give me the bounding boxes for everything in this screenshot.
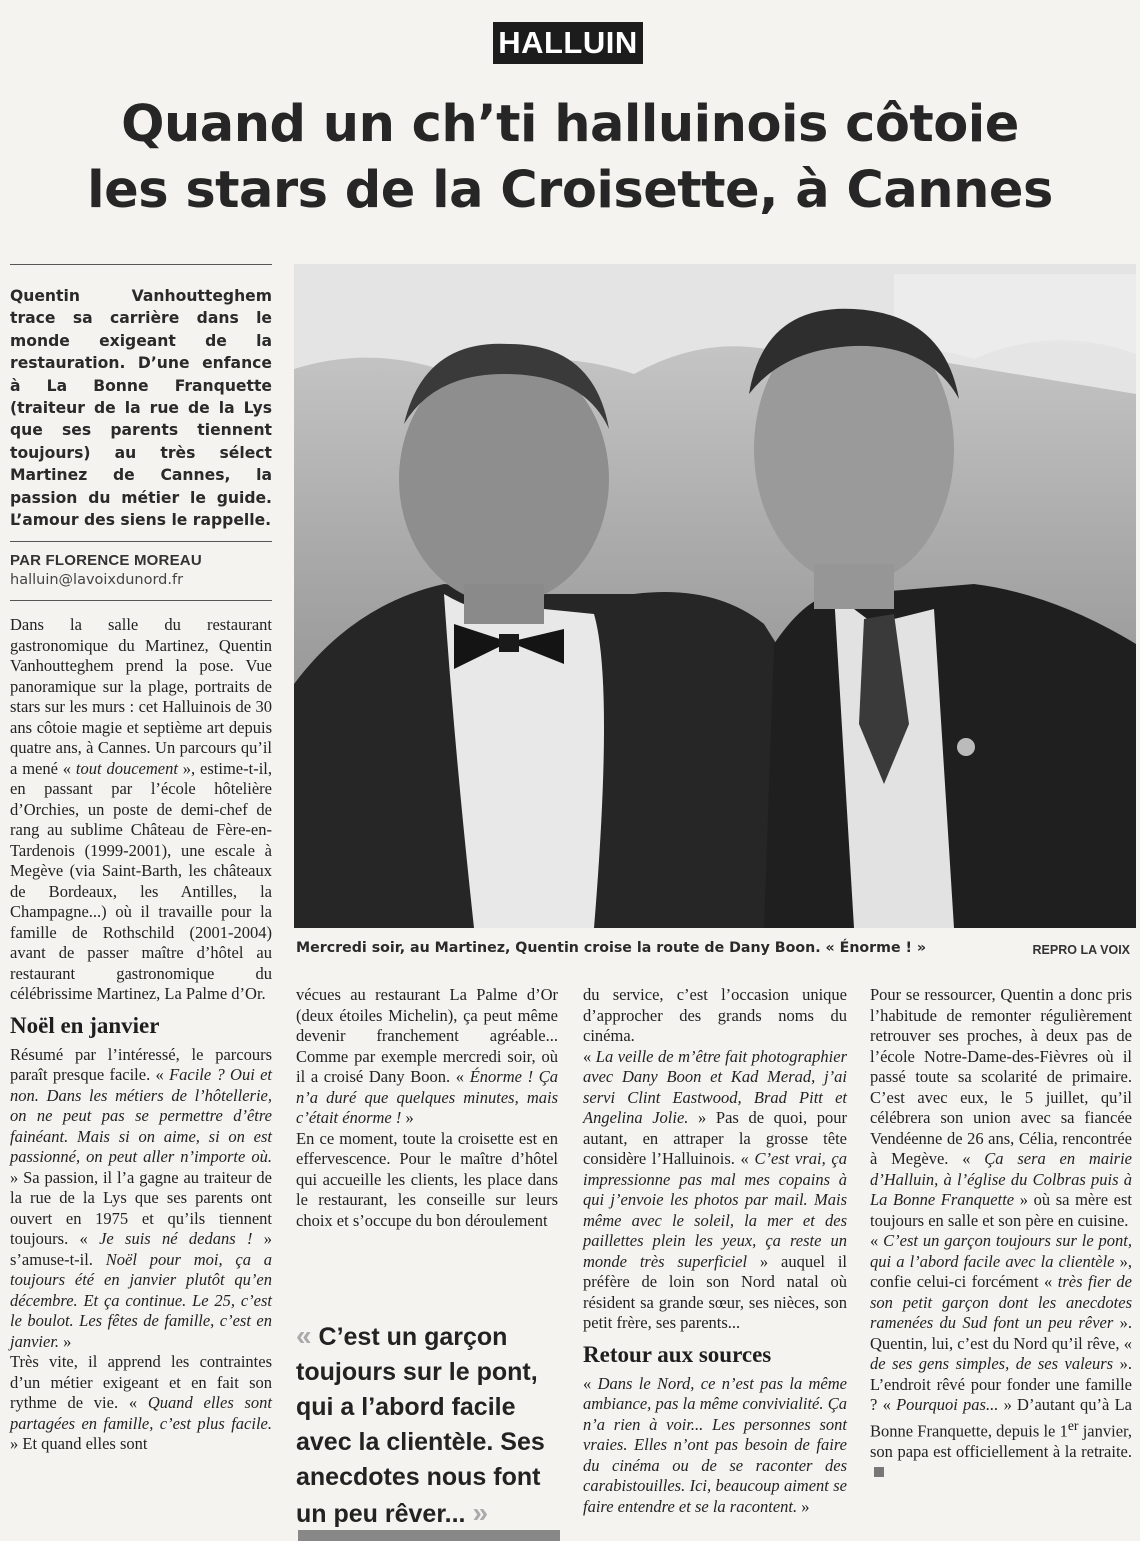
byline-rule [10,541,272,542]
col3-paragraph-3: « Dans le Nord, ce n’est pas la même ambiance, pas la même convivialité. Ça n’a rien à voir... Les personnes sont vraies. Elles n’ont pas besoin de faire du cinéma ou de se raconter des carabistouilles. Ici, beaucoup aiment se faire entendre et se la racontent. » [583,1373,847,1516]
column-4 [870,985,1132,1483]
photo-credit: REPRO LA VOIX [1032,943,1130,957]
quote-bottom-bar [298,1530,560,1541]
quote-close-mark: » [472,1497,489,1528]
byline-email[interactable]: halluin@lavoixdunord.fr [10,572,184,588]
col1-paragraph-3: Très vite, il apprend les contraintes d’un métier exigeant et en fait son rythme de vie. « Quand elles sont partagées en famille, c’est plus facile. » Et quand elles sont [10,1352,272,1453]
end-of-article-mark [874,1467,884,1477]
col1-paragraph-2: Résumé par l’intéressé, le parcours paraît presque facile. « Facile ? Oui et non. Dans les métiers de l’hôtellerie, on ne peut pas se permettre d’être fainéant. Mais si on aime, si on est passionné, on peut aller n’importe où. » Sa passion, il l’a gagne au traiteur de la rue de la Lys que ses parents ont ouvert en 1975 et qu’ils tiennent toujours. « Je suis né dedans ! » s’amuse-t-il. Noël pour moi, ça a toujours été en janvier plutôt qu’en décembre. Et ça continue. Le 25, c’est le boulot. Les fêtes de famille, c’est en janvier. » [10,1044,273,1351]
chapo-top-rule [10,264,272,265]
headline-line-2: les stars de la Croisette, à Cannes [87,161,1053,220]
column-3 [583,985,847,1517]
col4-paragraph-1: Pour se ressourcer, Quentin a donc pris l’habitude de remonter régulièrement retrouver ses proches, à deux pas de l’école Notre-Dame-des-Fièvres où il passé toute sa scolarité de primaire. C’est avec eux, le 5 juillet, qu’il célébrera son union avec sa fiancée Vendéenne de 26 ans, Célia, rencontrée à Megève. « Ça sera en mairie d’Halluin, à l’église du Colbras puis à La Bonne Franquette » où sa mère est toujours en salle et son père en cuisine. [870,985,1133,1230]
column-1 [10,615,272,1455]
col4-paragraph-2: « C’est un garçon toujours sur le pont, qui a l’abord facile avec la clientèle », confie celui-ci forcément « très fier de son petit garçon dont les anecdotes ramenées du Sud font un peu rêver ». Quentin, lui, c’est du Nord qu’il rêve, « de ses gens simples, de ses valeurs ». L’endroit rêvé pour fonder une famille ? « Pourquoi pas... » D’autant qu’à La Bonne Franquette, depuis le 1er janvier, son papa est officiellement à la retraite. [870,1231,1132,1483]
section-rubric: HALLUIN [493,22,643,64]
col3-paragraph-2: « La veille de m’être fait photographier avec Dany Boon et Kad Merad, j’ai servi Clint Eastwood, Brad Pitt et Angelina Jolie. » Pas de quoi, pour autant, en attraper la grosse tête considère l’Halluinois. « C’est vrai, ça impressionne pas mal mes copains à qui j’envoie les photos par mail. Mais même avec le soleil, la mer et des paillettes plein les yeux, ça reste un monde très superficiel » auquel il préfère de loin son Nord natal où résident sa grande sœur, ses nièces, son petit frère, ses parents... [583,1046,848,1332]
headline [20,92,1120,224]
article-photo [294,264,1136,928]
byline-bottom-rule [10,600,272,601]
col2-paragraph-1: vécues au restaurant La Palme d’Or (deux étoiles Michelin), ça peut même devenir franchement agréable... Comme par exemple mercredi soir, où il a croisé Dany Boon. « Énorme ! Ça n’a duré que quelques minutes, mais c’était énorme ! » [296,985,558,1127]
chapo-lead: Quentin Vanhoutteghem trace sa carrière dans le monde exigeant de la restauration. D’une enfance à La Bonne Franquette (traiteur de la rue de la Lys que ses parents tiennent toujours) au très sélect Martinez de Cannes, la passion du métier le guide. L’amour des siens le rappelle. [10,287,272,530]
col2-paragraph-2: En ce moment, toute la croisette est en effervescence. Pour le maître d’hôtel qui accueille les clients, les place dans le restaurant, les conseille sur leurs choix et s’occupe du bon déroulement [296,1128,558,1230]
headline-line-1: Quand un ch’ti halluinois côtoie [121,95,1019,154]
byline-author: PAR FLORENCE MOREAU [10,552,202,569]
column-2 [296,985,558,1231]
photo-illustration [294,264,1136,928]
photo-caption: Mercredi soir, au Martinez, Quentin croise la route de Dany Boon. « Énorme ! » [296,940,927,956]
subhead-retour-aux-sources: Retour aux sources [583,1341,772,1367]
col3-paragraph-1: du service, c’est l’occasion unique d’approcher des grands noms du cinéma. [583,985,847,1045]
pull-quote [296,1318,558,1532]
subhead-noel-en-janvier: Noël en janvier [10,1012,160,1038]
pull-quote-text: C’est un garçon toujours sur le pont, qui a l’abord facile avec la clientèle. Ses anecdotes nous font un peu rêver... [296,1323,545,1528]
quote-open-mark: « [296,1320,312,1351]
col1-paragraph-1: Dans la salle du restaurant gastronomique du Martinez, Quentin Vanhoutteghem prend la pose. Vue panoramique sur la plage, portraits de stars sur les murs : cet Halluinois de 30 ans côtoie magie et septième art depuis quatre ans, à Cannes. Un parcours qu’il a mené « tout doucement », estime-t-il, en passant par l’école hôtelière d’Orchies, un poste de demi-chef de rang au sublime Château de Fère-en-Tardenois (1999-2001), une escale à Megève (via Saint-Barth, les châteaux de Bordeaux, les Antilles, la Champagne...) où il travaille pour la famille de Rothschild (2001-2004) avant de passer maître d’hôtel au restaurant gastronomique du célébrissime Martinez, La Palme d’Or. [10,615,272,1003]
